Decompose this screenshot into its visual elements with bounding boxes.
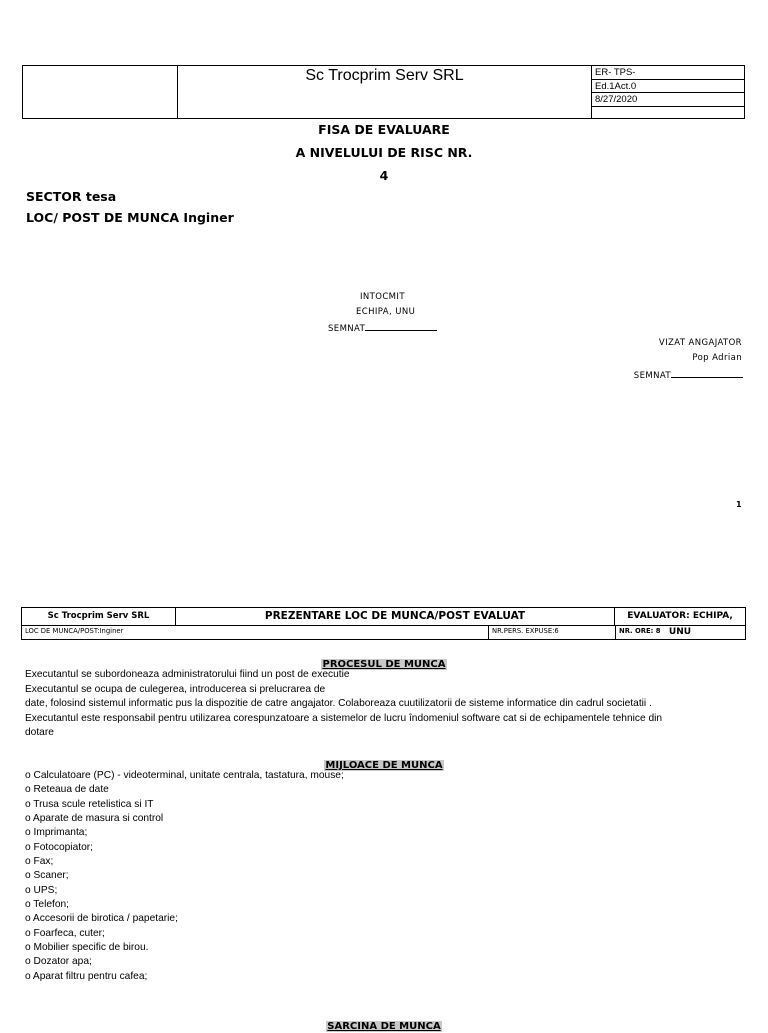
table-hours: NR. ORE: 8: [619, 627, 661, 635]
list-item: o Trusa scule retelistica si IT: [25, 798, 154, 810]
list-item: o Reteaua de date: [25, 784, 109, 796]
prepared-sign-line: [365, 322, 437, 331]
process-text: [25, 668, 745, 741]
table-company: Sc Trocprim Serv SRL: [22, 608, 176, 625]
doc-subtitle: A NIVELULUI DE RISC NR.: [295, 145, 473, 160]
approved-sign-label: SEMNAT: [633, 371, 671, 381]
list-item: o Fotocopiator;: [25, 841, 93, 853]
process-line: Executantul este responsabil pentru utilizarea corespunzatoare a sistemelor de lucru îndomeniul software cat si de echipamentele tehnice din: [25, 712, 663, 724]
table-presentation: PREZENTARE LOC DE MUNCA/POST EVALUAT: [176, 608, 615, 625]
doc-date: 8/27/2020: [592, 93, 744, 107]
doc-number: 4: [379, 168, 389, 183]
list-item: o Telefon;: [25, 899, 69, 911]
list-item: o Accesorii de birotica / papetarie;: [25, 913, 178, 925]
edition: Ed.1Act.0: [592, 80, 744, 94]
means-heading-text: MIJLOACE DE MUNCA: [325, 760, 443, 771]
list-item: o Dozator apa;: [25, 956, 92, 968]
workplace-table-info-row: [22, 625, 745, 639]
list-item: o Foarfeca, cuter;: [25, 927, 105, 939]
means-list: [25, 769, 344, 984]
list-item: o Fax;: [25, 856, 54, 868]
prepared-label: INTOCMIT: [360, 292, 405, 302]
approved-signature: [634, 369, 743, 381]
list-item: o Mobilier specific de birou.: [25, 942, 149, 954]
process-line: Executantul se subordoneaza administratorului fiind un post de executie: [25, 669, 350, 680]
table-evaluator: EVALUATOR: ECHIPA, UNU: [627, 611, 733, 637]
process-heading-text: PROCESUL DE MUNCA: [322, 659, 446, 670]
sector-label: SECTOR tesa: [26, 189, 117, 204]
approved-sign-line: [671, 369, 743, 378]
list-item: o Aparat filtru pentru cafea;: [25, 970, 148, 982]
prepared-signature: [328, 322, 437, 334]
header-empty-row: [592, 107, 744, 121]
prepared-team: ECHIPA, UNU: [356, 307, 416, 317]
table-persons: NR.PERS. EXPUSE:6: [489, 625, 616, 639]
post-label: LOC/ POST DE MUNCA Inginer: [26, 210, 234, 225]
list-item: o Calculatoare (PC) - videoterminal, unitate centrala, tastatura, mouse;: [25, 770, 344, 781]
header-company-cell: [178, 66, 592, 118]
list-item: o Imprimanta;: [25, 827, 88, 839]
list-item: o Scaner;: [25, 870, 69, 882]
doc-title: FISA DE EVALUARE: [318, 122, 450, 137]
company-name: Sc Trocprim Serv SRL: [305, 67, 464, 84]
header-table: [22, 65, 745, 119]
header-info-cell: [592, 66, 744, 118]
task-heading-text: SARCINA DE MUNCA: [327, 1021, 441, 1032]
list-item: o Aparate de masura si control: [25, 813, 164, 825]
process-line: Executantul se ocupa de culegerea, introducerea si prelucrarea de: [25, 683, 326, 695]
list-item: o UPS;: [25, 884, 58, 896]
workplace-table: [21, 607, 746, 640]
process-line: dotare: [25, 727, 54, 739]
approved-name: Pop Adrian: [692, 353, 742, 363]
doc-code: ER- TPS-: [592, 66, 744, 80]
page-number: 1: [736, 500, 742, 509]
process-line: date, folosind sistemul informatic pus la dispozitie de catre angajator. Colaboreaza cuutilizatorii de sisteme informatice din cadrul societatii .: [25, 698, 652, 710]
prepared-sign-label: SEMNAT: [328, 324, 366, 334]
table-post: LOC DE MUNCA/POST:Inginer: [22, 625, 489, 639]
approved-label: VIZAT ANGAJATOR: [658, 338, 742, 348]
header-logo-cell: [23, 66, 178, 118]
